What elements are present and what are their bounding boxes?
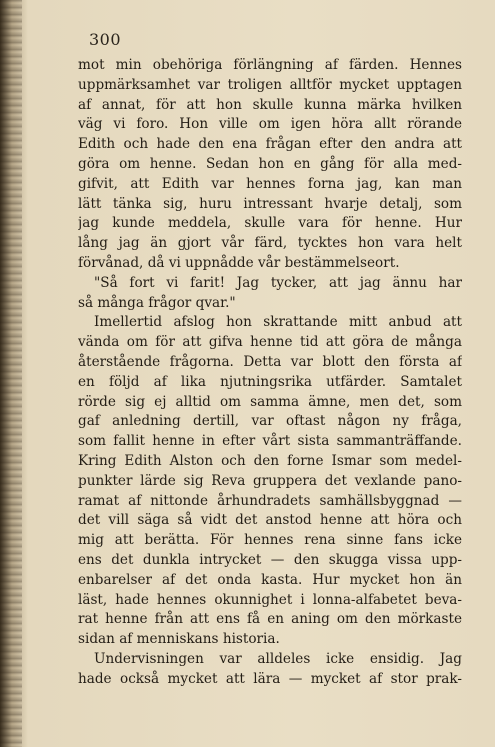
text-line: gifvit, att Edith var hennes forna jag, kan man: [78, 175, 462, 192]
text-line: väg vi foro. Hon ville om igen höra allt rörande: [78, 116, 462, 133]
text-line: lång jag än gjort vår färd, tycktes hon vara helt: [78, 235, 462, 252]
text-line: återstående frågorna. Detta var blott den första af: [78, 353, 462, 370]
text-line: en följd af lika njutningsrika utfärder. Samtalet: [78, 373, 462, 390]
text-line: Undervisningen var alldeles icke ensidig. Jag: [94, 650, 462, 667]
text-line: det vill säga så vidt det anstod henne att höra och: [78, 512, 462, 529]
text-line: rörde sig ej alltid om samma ämne, men det, som: [78, 393, 462, 410]
text-line: göra om henne. Sedan hon en gång för alla med-: [78, 155, 462, 172]
text-line: sidan af menniskans historia.: [78, 631, 280, 648]
text-line: vända om för att gifva henne tid att göra de många: [78, 334, 462, 351]
text-line: enbarelser af det onda kasta. Hur mycket hon än: [78, 571, 462, 588]
text-line: ens det dunkla intrycket — den skugga vissa upp-: [78, 551, 462, 568]
text-line: mot min obehöriga förlängning af färden. Hennes: [78, 57, 462, 73]
text-line: uppmärksamhet var troligen alltför mycket upptagen: [78, 76, 462, 93]
page-number: 300: [89, 30, 122, 49]
text-line: punkter lärde sig Reva gruppera det vexlande pano-: [78, 472, 462, 489]
text-line: "Så fort vi farit! Jag tycker, att jag ännu har: [94, 274, 462, 291]
text-line: rat henne från att ens få en aning om den mörkaste: [78, 611, 462, 628]
text-line: af annat, för att hon skulle kunna märka hvilken: [78, 96, 462, 113]
text-line: så många frågor qvar.": [78, 294, 236, 311]
text-line: hade också mycket att lära — mycket af stor prak-: [78, 670, 462, 687]
text-line: förvånad, då vi uppnådde vår bestämmelseort.: [78, 254, 400, 271]
text-line: som fallit henne in efter vårt sista sammanträffande.: [78, 433, 462, 450]
text-line: Kring Edith Alston och den forne Ismar som medel-: [78, 452, 462, 469]
text-line: Edith och hade den ena frågan efter den andra att: [78, 136, 462, 153]
body-text: [78, 56, 462, 690]
text-line: lätt tänka sig, huru intressant hvarje detalj, som: [78, 195, 462, 212]
text-line: Imellertid afslog hon skrattande mitt anbud att: [94, 314, 462, 331]
text-line: mig att berätta. För hennes rena sinne fans icke: [78, 532, 462, 549]
text-line: ramat af nittonde århundradets samhällsbyggnad —: [78, 492, 462, 509]
page-gutter-shadow: [0, 0, 22, 747]
text-line: gaf anledning dertill, var oftast någon ny fråga,: [78, 413, 462, 430]
text-line: jag kunde meddela, skulle vara för henne. Hur: [78, 215, 462, 232]
text-line: läst, hade hennes okunnighet i lonna-alfabetet beva-: [78, 591, 462, 608]
